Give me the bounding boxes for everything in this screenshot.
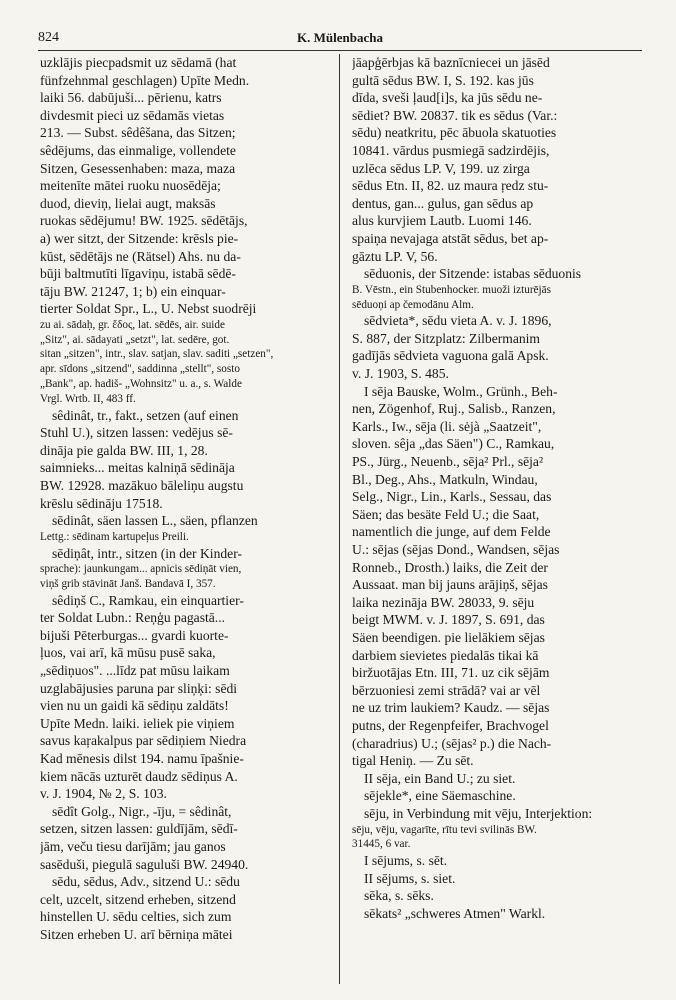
text-line: spaiņa nevajaga atstāt sēdus, bet ap- [352, 230, 549, 246]
text-line: 10841. vārdus pusmiegā sadzirdējis, [352, 142, 550, 158]
text-line: sēka, s. sēks. [364, 888, 434, 904]
text-line: laiki 56. dabūjuši... pērienu, katrs [40, 90, 222, 106]
text-line: Aussaat. man bij jauns arājiņš, sējas [352, 577, 548, 593]
text-line: sēdvieta*, sēdu vieta A. v. J. 1896, [364, 313, 552, 329]
text-line: Upīte Medn. laiki. ieliek pie viņiem [40, 715, 235, 731]
text-line: saimnieks... meitas kalniņā sēdināja [40, 460, 235, 476]
text-line: zu ai. sādaḥ, gr. ἕδος, lat. sēdēs, air. suide [40, 318, 225, 331]
text-line: sēdiņât, intr., sitzen (in der Kinder- [52, 545, 242, 561]
text-line: Kad mēnesis dilst 194. namu īpašnie- [40, 751, 244, 767]
text-line: namentlich die junge, auf dem Felde [352, 524, 551, 540]
text-line: II sējums, s. siet. [364, 870, 456, 886]
text-line: Sitzen erheben U. arī bērniņa mātei [40, 926, 233, 942]
text-line: beigt MWM. v. J. 1897, S. 691, das [352, 612, 545, 628]
text-line: (charadrius) U.; (sējas² p.) die Nach- [352, 735, 552, 751]
text-line: dentus, gan... gulus, gan sēdus ap [352, 195, 534, 211]
text-line: bijuši Pēterburgas... gvardi kuorte- [40, 627, 229, 643]
text-line: sēju, vēju, vagarīte, rītu tevi svilinās BW. [352, 823, 537, 836]
text-line: B. Vēstn., ein Stubenhocker. muoži izturējās [352, 283, 551, 296]
text-line: jāapģērbjas kā baznīcniecei un jāsēd [352, 55, 550, 70]
text-line: Säen beendigen. pie lielākiem sējas [352, 629, 545, 645]
running-head: K. Mülenbacha [297, 30, 383, 45]
text-line: krēslu sēdināju 17518. [40, 495, 163, 511]
text-line: apr. sīdons „sitzend", saddinna „stellt", sosto [40, 363, 240, 376]
text-line: Ronneb., Drosth.) laiks, die Zeit der [352, 559, 548, 575]
text-line: sēdiet? BW. 20837. tik es sēdus (Var.: [352, 107, 558, 123]
text-line: PS., Jürg., Neuenb., sēja² Prl., sēja² [352, 454, 544, 470]
text-line: 31445, 6 var. [352, 838, 411, 851]
left-column [40, 54, 336, 944]
page-header [38, 28, 642, 51]
text-line: fünfzehnmal geschlagen) Upīte Medn. [40, 72, 250, 88]
text-line: dīda, sveši ļaud[i]s, ka jūs sēdu ne- [352, 90, 543, 106]
text-line: sēduonis, der Sitzende: istabas sēduonis [364, 266, 582, 282]
text-line: divdesmit pieci uz sēdamās vietas [40, 107, 225, 123]
text-line: tigal Heniņ. — Zu sēt. [352, 753, 474, 769]
text-line: „Sitz", ai. sādayati „setzt", lat. sedēre, got. [40, 333, 230, 346]
text-line: jām, veču tiesu darījām; jau ganos [40, 839, 226, 854]
text-line: Säen; das besäte Feld U.; die Saat, [352, 506, 540, 522]
text-line: v. J. 1904, № 2, S. 103. [40, 786, 167, 802]
text-line: „Bank", ap. hadiš- „Wohnsitz" u. a., s. Walde [40, 378, 242, 391]
text-line: tierter Soldat Spr., L., U. Nebst suodrēji [40, 301, 257, 317]
text-line: a) wer sitzt, der Sitzende: krēsls pie- [40, 230, 239, 246]
text-line: uzklājis piecpadsmit uz sēdamā (hat [40, 55, 237, 70]
text-line: viņš grib stāvināt Janš. Bandavā I, 357. [40, 577, 216, 590]
text-line: biržuotājas Etn. III, 71. uz cik sējām [352, 665, 550, 681]
text-line: sēdus Etn. II, 82. uz maura ŗedz stu- [352, 178, 549, 194]
text-line: 213. — Subst. sêdêšana, das Sitzen; [40, 125, 236, 141]
text-line: darbiem sievietes piedalās tikai kā [352, 647, 539, 663]
text-line: S. 887, der Sitzplatz: Zilbermanim [352, 330, 541, 346]
text-line: sloven. sêja „das Säen") C., Ramkau, [352, 436, 555, 452]
text-line: uzglabājusies paruna par sliņķi: sēdi [40, 680, 238, 696]
text-line: Selg., Nigr., Lin., Karls., Sessau, das [352, 489, 552, 505]
text-line: savus kaŗakalpus par sēdiņiem Niedra [40, 733, 247, 749]
text-line: BW. 12928. mazākuo bāleliņu augstu [40, 477, 244, 493]
text-line: laika nezināja BW. 28033, 9. sēju [352, 594, 535, 610]
text-line: sēduoņi ap čemodānu Alm. [352, 298, 474, 311]
text-line: putns, der Regenpfeifer, Brachvogel [352, 717, 549, 733]
text-line: setzen, sitzen lassen: guldījām, sēdī- [40, 821, 238, 837]
text-line: sitan „sitzen", intr., slav. satjan, slav. saditi „setzen", [40, 348, 274, 361]
text-line: uzlēca sēdus LP. V, 199. uz zirga [352, 160, 530, 176]
text-line: U.: sējas (sējas Dond., Wandsen, sējas [352, 542, 560, 557]
text-line: gadījās sēdvieta vaguona galā Apsk. [352, 348, 549, 364]
right-column [352, 54, 648, 922]
text-line: sēdît Golg., Nigr., -īju, = sêdinât, [52, 803, 232, 819]
text-line: sēdu) neatkritu, pēc ābuola skatuoties [352, 125, 557, 141]
text-line: sēju, in Verbindung mit vēju, Interjektion: [364, 805, 593, 821]
text-line: Stuhl U.), sitzen lassen: vedējus sē- [40, 425, 233, 441]
text-line: sêdējums, das einmalige, vollendete [40, 142, 236, 158]
text-line: alus kurvjiem Lautb. Luomi 146. [352, 213, 532, 229]
text-line: bērzuoniesi zemi strādā? vai ar vēl [352, 682, 541, 698]
text-line: Sitzen, Gesessenhaben: maza, maza [40, 160, 236, 176]
text-line: dināja pie galda BW. III, 1, 28. [40, 442, 208, 458]
text-line: Bl., Deg., Ahs., Matkuln, Windau, [352, 471, 538, 487]
text-line: ļuos, vai arī, kā mūsu pusē saka, [40, 645, 216, 661]
text-line: I sēja Bauske, Wolm., Grünh., Beh- [364, 383, 558, 399]
text-line: sējekle*, eine Säemaschine. [364, 788, 516, 804]
text-line: sêdiņš C., Ramkau, ein einquartier- [52, 592, 244, 608]
text-line: gultā sēdus BW. I, S. 192. kas jūs [352, 72, 534, 88]
text-line: v. J. 1903, S. 485. [352, 366, 449, 382]
page-number: 824 [38, 30, 59, 45]
text-line: sēkats² „schweres Atmen" Warkl. [364, 905, 546, 921]
text-line: sêdinât, tr., fakt., setzen (auf einen [52, 407, 239, 423]
text-line: sēdinât, säen lassen L., säen, pflanzen [52, 513, 258, 529]
text-line: kūst, sēdētājs ne (Rätsel) Ahs. nu da- [40, 248, 241, 264]
text-line: duod, dieviņ, lielai augt, maksās [40, 195, 216, 211]
text-line: būji baltmutīti līgaviņu, istabā sēdē- [40, 266, 236, 282]
text-line: sasēduši, piegulā saguluši BW. 24940. [40, 856, 249, 872]
text-line: Lettg.: sēdinam kartupeļus Preili. [40, 530, 189, 543]
text-line: kiem nācās uzturēt daudz sēdiņus A. [40, 768, 238, 784]
text-line: nen, Zögenhof, Ruj., Salisb., Ranzen, [352, 401, 556, 417]
text-line: sprache): jaunkungam... apnicis sēdiņāt vien, [40, 563, 242, 576]
text-line: sēdu, sēdus, Adv., sitzend U.: sēdu [52, 874, 240, 890]
text-line: ruokas sēdējumu! BW. 1925. sēdētājs, [40, 213, 248, 229]
text-line: II sēja, ein Band U.; zu siet. [364, 770, 516, 786]
text-line: ter Soldat Lubn.: Reņģu pagastā... [40, 610, 225, 626]
text-line: meitenīte mātei ruoku nuosēdēja; [40, 178, 221, 194]
text-line: ne uz trim laukiem? Kaudz. — sējas [352, 700, 550, 716]
text-line: tāju BW. 21247, 1; b) ein einquar- [40, 283, 226, 299]
text-line: celt, uzcelt, sitzend erheben, sitzend [40, 891, 236, 907]
text-line: gāztu LP. V, 56. [352, 248, 438, 264]
text-line: hinstellen U. sēdu celties, sich zum [40, 909, 232, 925]
text-line: Karls., Iw., sēja (li. sėjà „Saatzeit", [352, 418, 542, 434]
text-line: vien nu un gaidi kā sēdiņu zaldāts! [40, 698, 229, 714]
text-line: I sējums, s. sēt. [364, 853, 448, 869]
text-line: Vrgl. Wrtb. II, 483 ff. [40, 392, 136, 405]
text-line: „sēdiņuos". ...līdz pat mūsu laikam [40, 663, 230, 679]
column-divider [339, 54, 340, 984]
